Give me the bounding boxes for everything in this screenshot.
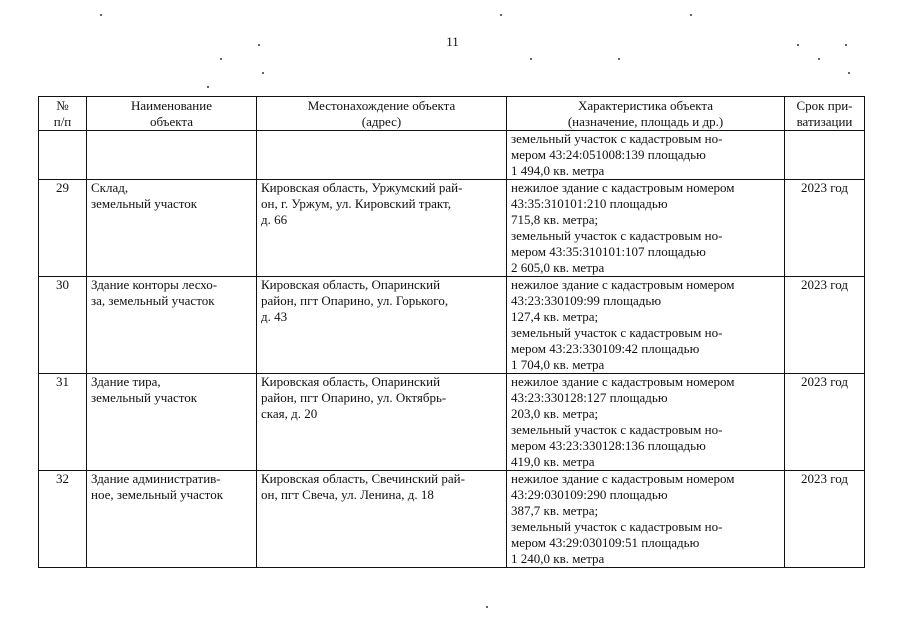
cell-address [257, 277, 507, 374]
cell-text-line: Кировская область, Опаринский [261, 277, 441, 292]
cell-text-line: 127,4 кв. метра; [511, 309, 599, 324]
scan-speck [797, 44, 799, 46]
cell-text-line: 387,7 кв. метра; [511, 503, 599, 518]
header-term: Срок при- ватизации [785, 97, 865, 131]
cell-term: 2023 год [785, 277, 865, 374]
cell-characteristics [507, 471, 785, 568]
page-number: 11 [446, 34, 459, 49]
cell-text-line: Склад, [91, 180, 129, 195]
cell-name [87, 277, 257, 374]
cell-name [87, 471, 257, 568]
cell-text-line: нежилое здание с кадастровым номером [511, 180, 735, 195]
cell-num: 30 [39, 277, 87, 374]
cell-text-line: д. 43 [261, 309, 288, 324]
cell-text-line: земельный участок [91, 390, 198, 405]
table-row [39, 471, 865, 568]
cell-num [39, 131, 87, 180]
table-row [39, 277, 865, 374]
header-characteristics: Характеристика объекта (назначение, площадь и др.) [507, 97, 785, 131]
cell-text-line: земельный участок с кадастровым но- [511, 519, 723, 534]
cell-text-line: мером 43:23:330128:136 площадью [511, 438, 706, 453]
cell-text-line: 2 605,0 кв. метра [511, 260, 605, 275]
cell-address [257, 131, 507, 180]
cell-term [785, 131, 865, 180]
cell-text-line: ное, земельный участок [91, 487, 224, 502]
scan-speck [690, 14, 692, 16]
scan-speck [618, 58, 620, 60]
cell-text-line: мером 43:24:051008:139 площадью [511, 147, 706, 162]
cell-text-line: 419,0 кв. метра [511, 454, 595, 469]
cell-text-line: за, земельный участок [91, 293, 215, 308]
scan-speck [207, 86, 209, 88]
cell-text-line: 43:23:330128:127 площадью [511, 390, 668, 405]
scan-speck [848, 72, 850, 74]
cell-text-line: Кировская область, Уржумский рай- [261, 180, 463, 195]
cell-text-line: нежилое здание с кадастровым номером [511, 277, 735, 292]
cell-text-line: земельный участок с кадастровым но- [511, 131, 723, 146]
cell-text-line: он, пгт Свеча, ул. Ленина, д. 18 [261, 487, 434, 502]
cell-term: 2023 год [785, 180, 865, 277]
cell-name [87, 131, 257, 180]
cell-num: 29 [39, 180, 87, 277]
cell-characteristics [507, 374, 785, 471]
privatization-table [38, 96, 865, 568]
cell-text-line: 1 240,0 кв. метра [511, 551, 605, 566]
scan-speck [220, 58, 222, 60]
scan-speck [258, 44, 260, 46]
cell-name [87, 374, 257, 471]
cell-text-line: Здание административ- [91, 471, 221, 486]
scan-speck [100, 14, 102, 16]
table-row [39, 180, 865, 277]
cell-term: 2023 год [785, 374, 865, 471]
cell-characteristics [507, 180, 785, 277]
scan-speck [818, 58, 820, 60]
cell-text-line: 1 704,0 кв. метра [511, 357, 605, 372]
scan-speck [262, 72, 264, 74]
cell-text-line: 43:29:030109:290 площадью [511, 487, 668, 502]
cell-text-line: 203,0 кв. метра; [511, 406, 599, 421]
cell-text-line: район, пгт Опарино, ул. Октябрь- [261, 390, 447, 405]
cell-text-line: земельный участок с кадастровым но- [511, 422, 723, 437]
cell-characteristics [507, 277, 785, 374]
header-num: № п/п [39, 97, 87, 131]
cell-text-line: д. 66 [261, 212, 288, 227]
cell-text-line: Кировская область, Опаринский [261, 374, 441, 389]
cell-text-line: Здание конторы лесхо- [91, 277, 218, 292]
cell-text-line: мером 43:35:310101:107 площадью [511, 244, 706, 259]
scan-speck [500, 14, 502, 16]
cell-address [257, 471, 507, 568]
cell-term: 2023 год [785, 471, 865, 568]
scan-speck [845, 44, 847, 46]
cell-characteristics [507, 131, 785, 180]
cell-name [87, 180, 257, 277]
cell-num: 32 [39, 471, 87, 568]
cell-text-line: земельный участок с кадастровым но- [511, 325, 723, 340]
cell-text-line: 43:35:310101:210 площадью [511, 196, 668, 211]
table-row [39, 374, 865, 471]
cell-text-line: он, г. Уржум, ул. Кировский тракт, [261, 196, 451, 211]
cell-text-line: 1 494,0 кв. метра [511, 163, 605, 178]
cell-text-line: Здание тира, [91, 374, 161, 389]
table-row [39, 131, 865, 180]
cell-text-line: нежилое здание с кадастровым номером [511, 374, 735, 389]
header-address: Местонахождение объекта (адрес) [257, 97, 507, 131]
cell-text-line: земельный участок [91, 196, 198, 211]
cell-text-line: район, пгт Опарино, ул. Горького, [261, 293, 449, 308]
cell-text-line: 715,8 кв. метра; [511, 212, 599, 227]
cell-text-line: Кировская область, Свечинский рай- [261, 471, 465, 486]
cell-address [257, 180, 507, 277]
cell-num: 31 [39, 374, 87, 471]
table-header-row [39, 97, 865, 131]
cell-text-line: мером 43:29:030109:51 площадью [511, 535, 700, 550]
cell-text-line: земельный участок с кадастровым но- [511, 228, 723, 243]
scan-speck [486, 606, 488, 608]
cell-text-line: 43:23:330109:99 площадью [511, 293, 662, 308]
header-name: Наименование объекта [87, 97, 257, 131]
cell-text-line: ская, д. 20 [261, 406, 318, 421]
cell-address [257, 374, 507, 471]
scan-speck [530, 58, 532, 60]
cell-text-line: мером 43:23:330109:42 площадью [511, 341, 700, 356]
cell-text-line: нежилое здание с кадастровым номером [511, 471, 735, 486]
